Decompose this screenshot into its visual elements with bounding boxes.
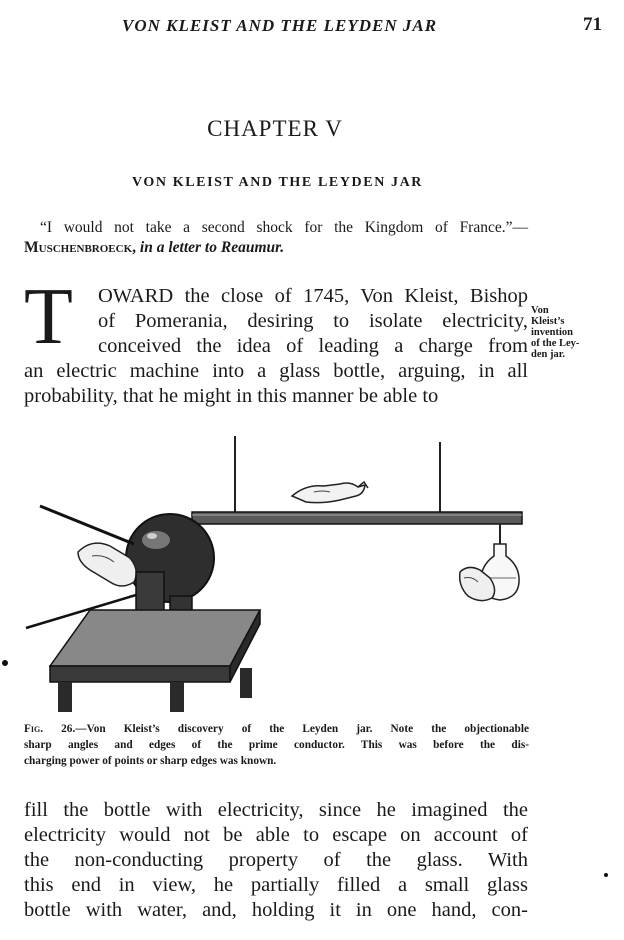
margin-note-line: Von	[531, 305, 549, 316]
crank-rod-upper	[40, 506, 134, 544]
paragraph-line: OWARD the close of 1745, Von Kleist, Bishop	[98, 285, 528, 307]
caption-line: charging power of points or sharp edges was known.	[24, 755, 277, 767]
paragraph-line: of Pomerania, desiring to isolate electricity,	[98, 310, 528, 332]
running-title: VON KLEIST AND THE LEYDEN JAR	[122, 16, 438, 35]
paragraph-line: the non-conducting property of the glass. With	[24, 849, 528, 871]
figure-illustration	[22, 432, 542, 718]
paragraph-1	[24, 273, 528, 409]
epigraph-source: in a letter to Reaumur.	[136, 239, 285, 256]
scan-speck	[2, 660, 8, 666]
caption-line: sharp angles and edges of the prime conductor. This was before the dis-	[24, 739, 529, 751]
margin-note-line: Kleist’s	[531, 316, 565, 327]
drop-cap: T	[24, 273, 73, 361]
margin-note-line: den jar.	[531, 349, 566, 360]
caption-text: —Von Kleist’s discovery of the Leyden jar. Note the objectionable	[75, 723, 529, 735]
margin-note-line: invention	[531, 327, 574, 338]
paragraph-line: bottle with water, and, holding it in one hand, con-	[24, 899, 528, 921]
paragraph-line: an electric machine into a glass bottle, arguing, in all	[24, 360, 528, 382]
paragraph-line: electricity would not be able to escape on account of	[24, 824, 528, 846]
pointing-hand-icon	[292, 482, 368, 503]
scan-speck	[604, 873, 608, 877]
running-head	[0, 14, 624, 40]
caption-line	[24, 721, 529, 737]
figure-caption	[24, 721, 529, 769]
margin-note-line: of the Ley-	[531, 338, 580, 349]
epigraph	[24, 218, 528, 258]
chapter-number: CHAPTER V	[207, 116, 343, 141]
paragraph-line: this end in view, he partially filled a small glass	[24, 874, 528, 896]
figure-label: Fig. 26.	[24, 723, 76, 735]
page-number: 71	[583, 14, 602, 35]
prime-conductor	[192, 512, 522, 524]
paragraph-line: probability, that he might in this manner be able to	[24, 385, 439, 407]
machine-table	[50, 610, 260, 666]
paragraph-line: conceived the idea of leading a charge from	[98, 335, 528, 357]
margin-note	[531, 305, 601, 360]
chapter-title: VON KLEIST AND THE LEYDEN JAR	[131, 175, 424, 190]
epigraph-author: Muschenbroeck,	[24, 239, 137, 256]
epigraph-quote: “I would not take a second shock for the Kingdom of France.”—	[40, 219, 528, 236]
paragraph-2	[24, 798, 528, 923]
paragraph-line: fill the bottle with electricity, since he imagined the	[24, 799, 528, 821]
